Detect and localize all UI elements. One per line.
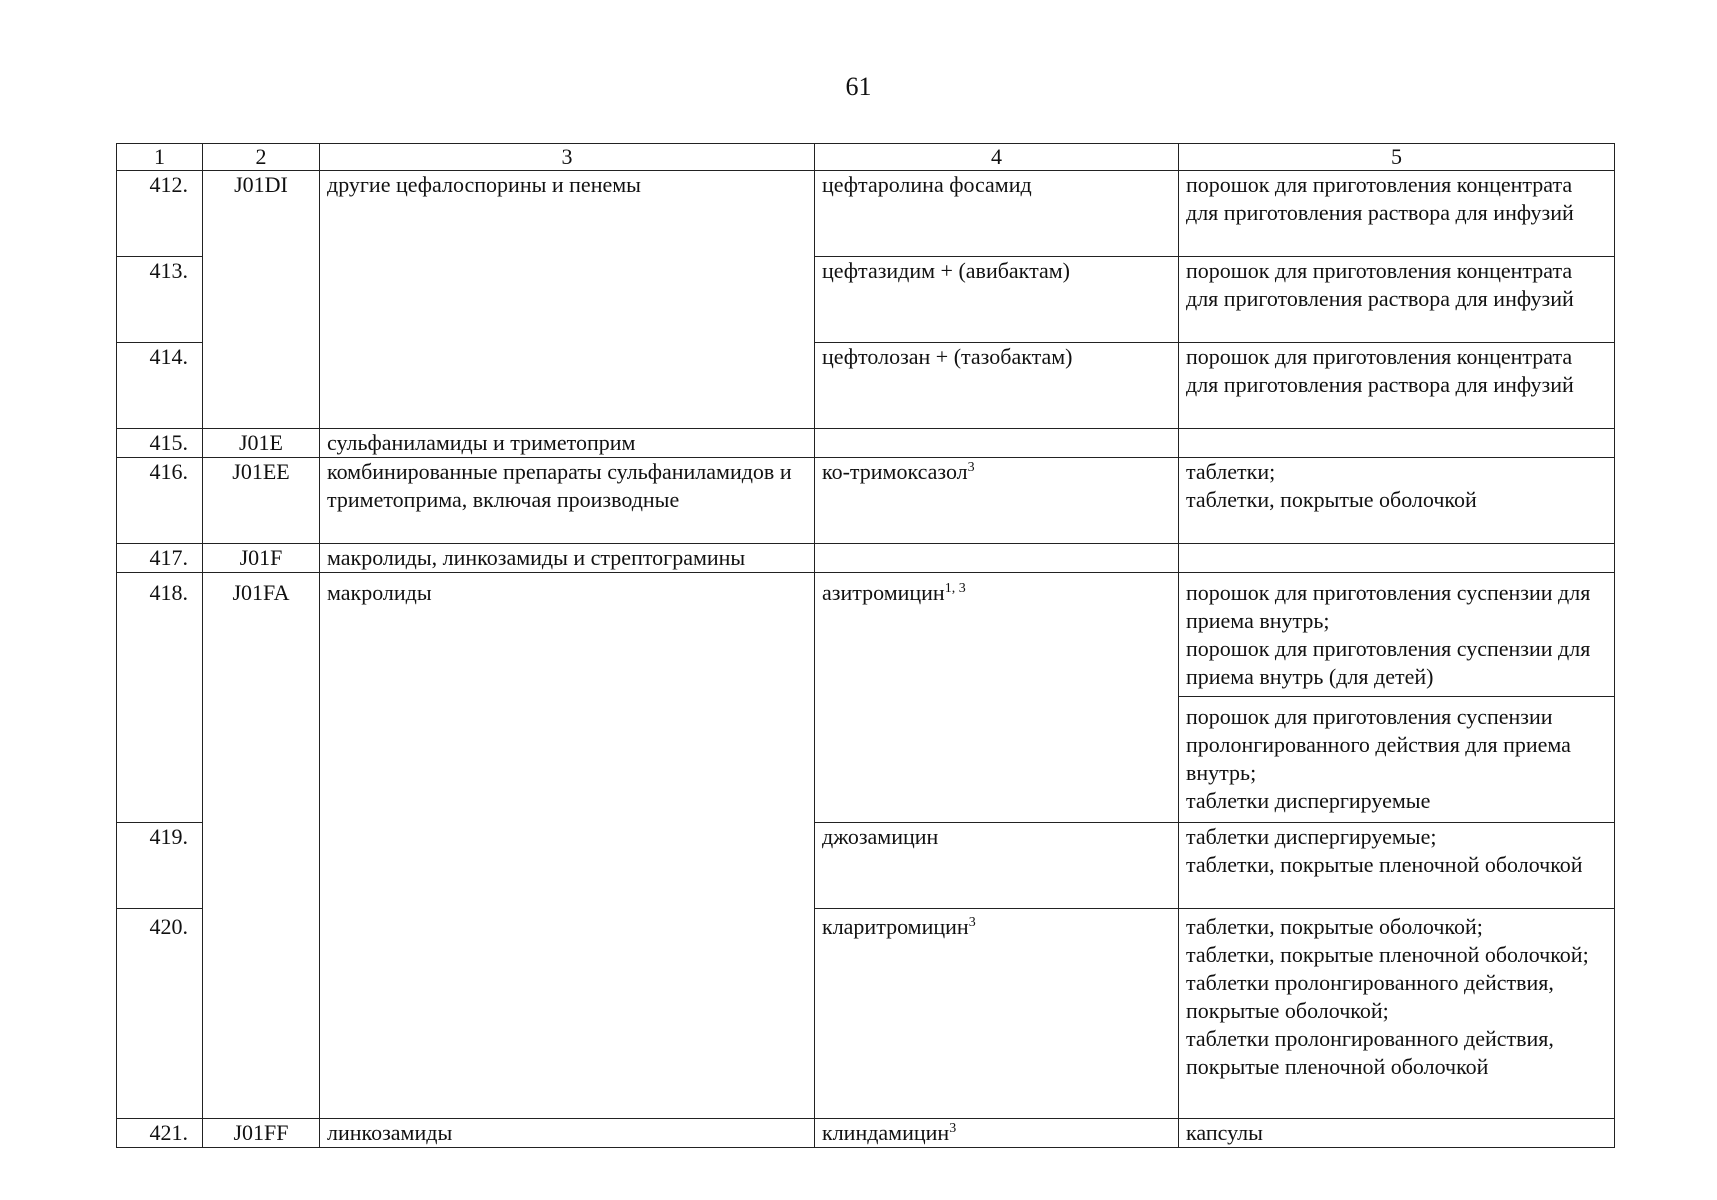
drug-name — [815, 909, 1179, 1119]
row-number: 421. — [117, 1119, 203, 1148]
drug-name: цефтазидим + (авибактам) — [815, 257, 1179, 343]
atc-code: J01E — [203, 429, 320, 458]
footnote-mark: 1, 3 — [944, 581, 966, 596]
dosage-form-line: таблетки пролонгированного действия, покрытые оболочкой; — [1186, 970, 1554, 1023]
dosage-form: капсулы — [1179, 1119, 1615, 1148]
column-header: 3 — [320, 144, 815, 171]
row-number: 420. — [117, 909, 203, 1119]
atc-code: J01FA — [203, 573, 320, 1119]
dosage-form-line: таблетки, покрытые оболочкой; — [1186, 914, 1483, 939]
row-number: 415. — [117, 429, 203, 458]
row-number: 417. — [117, 544, 203, 573]
drug-name: джозамицин — [815, 823, 1179, 909]
dosage-form: порошок для приготовления концентрата для приготовления раствора для инфузий — [1179, 257, 1615, 343]
dosage-form-line: таблетки, покрытые оболочкой — [1186, 487, 1477, 512]
drug-name — [815, 1119, 1179, 1148]
table-row — [117, 544, 1615, 573]
atc-code: J01DI — [203, 171, 320, 429]
column-header: 4 — [815, 144, 1179, 171]
atc-code: J01EE — [203, 458, 320, 544]
column-header: 5 — [1179, 144, 1615, 171]
footnote-mark: 3 — [949, 1121, 957, 1136]
dosage-form-block — [1179, 697, 1614, 815]
table-row — [117, 573, 1615, 823]
atc-group: сульфаниламиды и триметоприм — [320, 429, 815, 458]
row-number: 412. — [117, 171, 203, 257]
drug-name-text: клиндамицин — [822, 1120, 950, 1145]
drug-table — [116, 143, 1615, 1148]
row-number: 416. — [117, 458, 203, 544]
dosage-form-line: таблетки диспергируемые; — [1186, 824, 1437, 849]
table-row — [117, 171, 1615, 257]
drug-name — [815, 573, 1179, 823]
page-number: 61 — [845, 72, 872, 101]
table-row — [117, 429, 1615, 458]
dosage-form-block — [1179, 573, 1614, 697]
column-header: 2 — [203, 144, 320, 171]
dosage-form-line: таблетки, покрытые пленочной оболочкой; — [1186, 942, 1589, 967]
dosage-form-empty — [1179, 544, 1615, 573]
atc-group: макролиды, линкозамиды и стрептограмины — [320, 544, 815, 573]
dosage-form-line: таблетки; — [1186, 459, 1276, 484]
atc-code: J01FF — [203, 1119, 320, 1148]
table-row — [117, 1119, 1615, 1148]
footnote-mark: 3 — [967, 460, 975, 475]
atc-group: макролиды — [320, 573, 815, 1119]
drug-name: цефтаролина фосамид — [815, 171, 1179, 257]
drug-name-empty — [815, 429, 1179, 458]
drug-name — [815, 458, 1179, 544]
drug-name-empty — [815, 544, 1179, 573]
dosage-form-empty — [1179, 429, 1615, 458]
dosage-form-line: таблетки пролонгированного действия, покрытые пленочной оболочкой — [1186, 1026, 1554, 1079]
drug-name-text: ко-тримоксазол — [822, 459, 968, 484]
dosage-form-line: порошок для приготовления суспензии для приема внутрь (для детей) — [1186, 636, 1591, 689]
dosage-form — [1179, 573, 1615, 823]
row-number: 414. — [117, 343, 203, 429]
dosage-form-line: таблетки, покрытые пленочной оболочкой — [1186, 852, 1583, 877]
row-number: 418. — [117, 573, 203, 823]
dosage-form-line: порошок для приготовления суспензии пролонгированного действия для приема внутрь; — [1186, 704, 1571, 785]
dosage-form — [1179, 458, 1615, 544]
atc-group: комбинированные препараты сульфаниламидов и триметоприма, включая производные — [320, 458, 815, 544]
dosage-form: порошок для приготовления концентрата для приготовления раствора для инфузий — [1179, 171, 1615, 257]
row-number: 413. — [117, 257, 203, 343]
column-header: 1 — [117, 144, 203, 171]
dosage-form: порошок для приготовления концентрата для приготовления раствора для инфузий — [1179, 343, 1615, 429]
table-row — [117, 458, 1615, 544]
atc-group: линкозамиды — [320, 1119, 815, 1148]
drug-name: цефтолозан + (тазобактам) — [815, 343, 1179, 429]
drug-name-text: кларитромицин — [822, 914, 969, 939]
drug-name-text: азитромицин — [822, 580, 945, 605]
table-header-row — [117, 144, 1615, 171]
dosage-form-line: таблетки диспергируемые — [1186, 788, 1431, 813]
row-number: 419. — [117, 823, 203, 909]
atc-code: J01F — [203, 544, 320, 573]
dosage-form — [1179, 909, 1615, 1119]
atc-group: другие цефалоспорины и пенемы — [320, 171, 815, 429]
dosage-form — [1179, 823, 1615, 909]
dosage-form-line: порошок для приготовления суспензии для приема внутрь; — [1186, 580, 1591, 633]
footnote-mark: 3 — [968, 915, 976, 930]
